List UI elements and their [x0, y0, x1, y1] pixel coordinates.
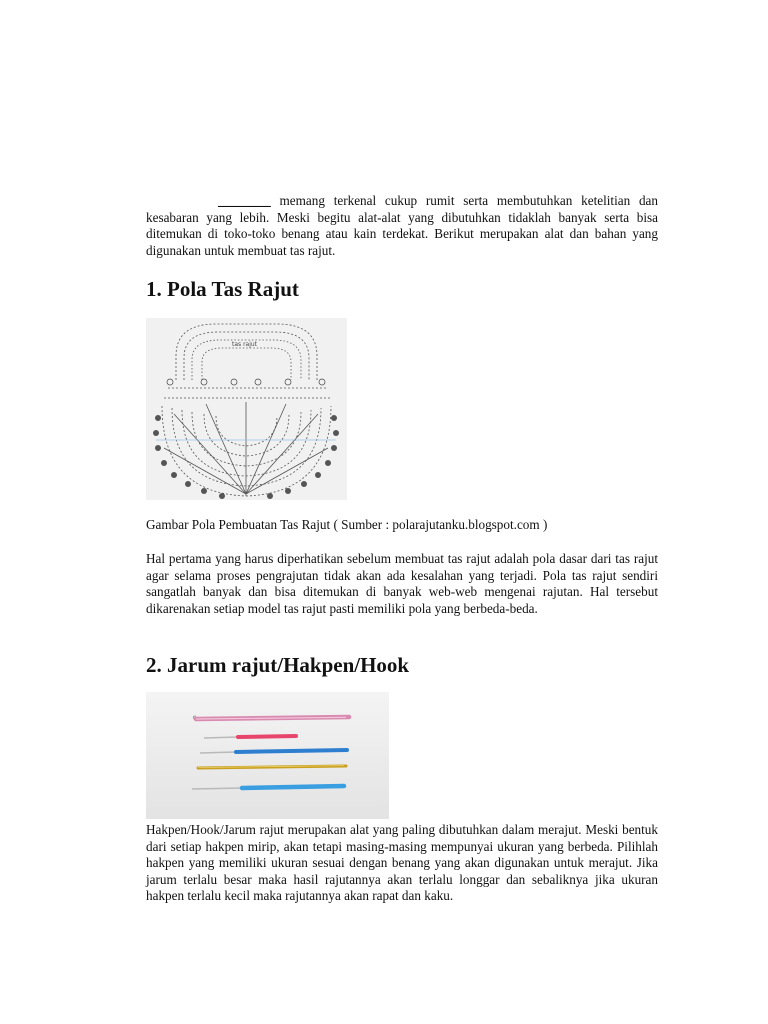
- pola-paragraph: Hal pertama yang harus diperhatikan sebelum membuat tas rajut adalah pola dasar dari tas rajut agar selama proses pengrajutan tidak akan ada kesalahan yang terjadi. Pola tas rajut sendiri sangatlah banyak dan bisa ditemukan di banyak web-web mengenai rajutan. Hal tersebut dikarenakan setiap model tas rajut pasti memiliki pola yang berbeda-beda.: [146, 551, 658, 616]
- crochet-bag-pattern-icon: [146, 318, 347, 500]
- pattern-label: tas rajut: [232, 341, 258, 348]
- crochet-hooks-image: [146, 692, 389, 819]
- intro-paragraph: [146, 193, 658, 259]
- figure-caption: Gambar Pola Pembuatan Tas Rajut ( Sumber : polarajutanku.blogspot.com ): [146, 517, 548, 532]
- bag-pattern-image: [146, 318, 347, 500]
- heading-jarum-rajut: 2. Jarum rajut/Hakpen/Hook: [146, 653, 410, 677]
- intro-text: memang terkenal cukup rumit serta membutuhkan ketelitian dan kesabaran yang lebih. Meski begitu alat-alat yang dibutuhkan tidaklah banyak serta bisa ditemukan di toko-toko benang atau kain terdekat. Berikut merupakan alat dan bahan yang digunakan untuk membuat tas rajut.: [146, 193, 658, 258]
- intro-blank: ________: [218, 193, 271, 208]
- heading-pola-tas-rajut: 1. Pola Tas Rajut: [146, 277, 299, 301]
- hakpen-paragraph: Hakpen/Hook/Jarum rajut merupakan alat yang paling dibutuhkan dalam merajut. Meski bentuk dari setiap hakpen mirip, akan tetapi masing-masing mempunyai ukuran yang berbeda. Pilihlah hakpen yang memiliki ukuran sesuai dengan benang yang akan digunakan untuk merajut. Jika jarum terlalu besar maka hasil rajutannya akan terlalu longgar dan sebaliknya jika ukuran hakpen terlalu kecil maka rajutannya akan rapat dan kaku.: [146, 822, 658, 903]
- crochet-hooks-icon: [146, 692, 389, 819]
